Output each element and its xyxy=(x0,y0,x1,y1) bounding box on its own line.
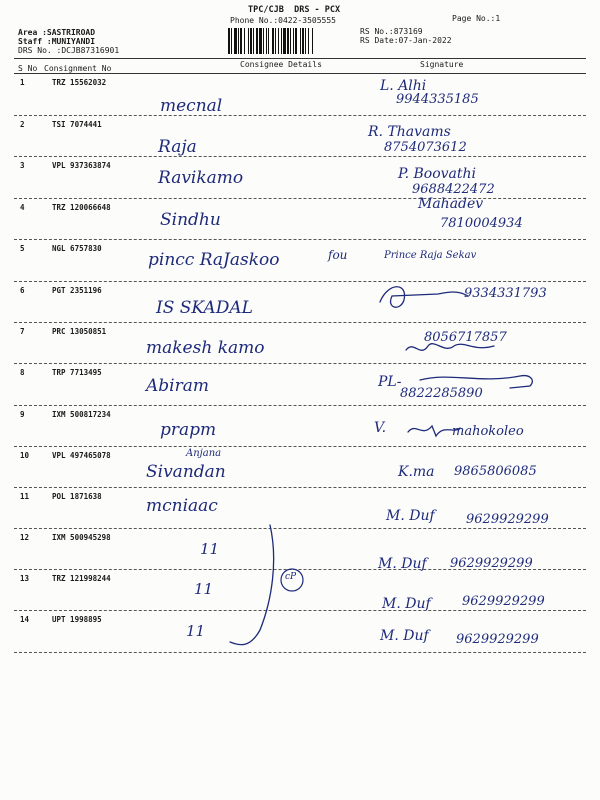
barcode-bar xyxy=(256,28,258,54)
header-rule-bottom xyxy=(14,73,586,74)
row-consignee-name: IS SKADAL xyxy=(156,298,253,318)
row-consignment-number: TSI 7074441 xyxy=(52,120,102,129)
header-title-right: PCX xyxy=(324,5,341,15)
col-consignee: Consignee Details xyxy=(240,60,322,69)
row-sno: 1 xyxy=(20,78,25,87)
header-phone: Phone No.:0422-3505555 xyxy=(230,16,336,25)
barcode-bar xyxy=(253,28,254,54)
barcode-bar xyxy=(263,28,264,54)
row-signature-phone: 8056717857 xyxy=(424,330,507,345)
row-consignee-name: makesh kamo xyxy=(146,338,265,358)
column-headers xyxy=(0,60,600,74)
rs-date: RS Date:07-Jan-2022 xyxy=(360,36,452,45)
row-divider xyxy=(14,198,586,199)
row-consignment-number: UPT 1998895 xyxy=(52,615,102,624)
row-divider xyxy=(14,115,586,116)
row-signature-phone: 9629929299 xyxy=(462,594,545,609)
row-consignee-name: mecnal xyxy=(160,96,223,116)
row-sno: 13 xyxy=(20,574,30,583)
barcode-bar xyxy=(240,28,242,54)
signature-scribble xyxy=(408,418,538,448)
header-title-left: TPC/CJB xyxy=(248,5,284,15)
row-signature-phone: 9865806085 xyxy=(454,464,537,479)
signature-scribble xyxy=(404,336,534,366)
barcode-bar xyxy=(312,28,313,54)
row-consignment-number: POL 1871638 xyxy=(52,492,102,501)
row-divider xyxy=(14,156,586,157)
row-consignee-name: Abiram xyxy=(146,376,209,396)
area-field: Area :SASTRIROAD xyxy=(18,28,96,37)
row-consignee-name: Raja xyxy=(158,137,197,157)
staff-field: Staff :MUNIYANDI xyxy=(18,37,96,46)
row-consignment-number: PGT 2351196 xyxy=(52,286,102,295)
row-sno: 11 xyxy=(20,492,30,501)
row-sno: 5 xyxy=(20,244,25,253)
barcode-bar xyxy=(300,28,301,54)
row-signature: P. Boovathi xyxy=(398,166,477,182)
row-signature: Prince Raja Sekav xyxy=(384,250,477,261)
row-consignee-name: pincc RaJaskoo xyxy=(148,250,280,270)
barcode-bar xyxy=(290,28,291,54)
row-consignment-number: TRZ 15562032 xyxy=(52,78,107,87)
barcode-bar xyxy=(266,28,267,54)
barcode-bar xyxy=(231,28,232,54)
row-consignment-number: TRZ 120066648 xyxy=(52,203,111,212)
signature-stroke xyxy=(420,376,532,388)
row-signature-phone: 9629929299 xyxy=(466,512,549,527)
row-divider xyxy=(14,322,586,323)
row-signature: L. Alhi xyxy=(380,78,427,94)
barcode-bar xyxy=(305,28,306,54)
row-signature-phone: 9944335185 xyxy=(396,92,479,107)
barcode-bar xyxy=(281,28,282,54)
row-consignee-name: 11 xyxy=(194,580,214,598)
row-sno: 4 xyxy=(20,203,25,212)
row-sno: 12 xyxy=(20,533,30,542)
row-sno: 6 xyxy=(20,286,25,295)
row-signature-phone: 9629929299 xyxy=(456,632,539,647)
barcode-bar xyxy=(244,28,245,54)
barcode-bar xyxy=(238,28,239,54)
drs-number: DRS No. :DCJB87316901 xyxy=(18,46,120,55)
row-divider xyxy=(14,610,586,611)
row-signature: M. Duf xyxy=(382,596,431,612)
row-sno: 3 xyxy=(20,161,25,170)
row-signature-phone: 7810004934 xyxy=(440,216,523,231)
header-rule-top xyxy=(14,58,586,59)
barcode-bar xyxy=(248,28,249,54)
row-consignment-number: VPL 937363874 xyxy=(52,161,111,170)
signature-stroke xyxy=(406,344,494,351)
row-consignee-name: Sivandan xyxy=(146,462,226,482)
header-title-mid: DRS xyxy=(294,5,310,15)
barcode-bar xyxy=(293,28,294,54)
row-signature: M. Duf xyxy=(378,556,427,572)
row-consignee-note: fou xyxy=(328,248,348,262)
row-signature-phone: 9688422472 xyxy=(412,182,495,197)
row-sno: 2 xyxy=(20,120,25,129)
signature-scribble xyxy=(420,370,550,400)
row-consignee-name: 11 xyxy=(186,622,206,640)
row-signature: PL- xyxy=(378,374,402,390)
signature-scribble xyxy=(378,282,508,312)
header-title: TPC/CJB DRS - PCX xyxy=(248,5,341,15)
barcode-bar xyxy=(250,28,252,54)
row-divider xyxy=(14,652,586,653)
barcode-bar xyxy=(278,28,279,54)
row-consignment-number: TRZ 121998244 xyxy=(52,574,111,583)
barcode-bar xyxy=(259,28,262,54)
barcode-bar xyxy=(308,28,309,54)
row-signature-phone: 8822285890 xyxy=(400,386,483,401)
row-sno: 14 xyxy=(20,615,30,624)
row-consignment-number: IXM 500817234 xyxy=(52,410,111,419)
row-signature: M. Duf xyxy=(380,628,429,644)
row-consignee-name: mcniaac xyxy=(146,496,218,516)
row-signature: V. xyxy=(374,420,387,436)
row-consignee-name: prapm xyxy=(160,420,217,440)
stamp-text: cP xyxy=(285,572,297,582)
row-consignment-number: IXM 500945298 xyxy=(52,533,111,542)
row-consignee-name: 11 xyxy=(200,540,220,558)
col-signature: Signature xyxy=(420,60,464,69)
row-sno: 8 xyxy=(20,368,25,377)
page-number: Page No.:1 xyxy=(452,14,501,23)
row-signature-phone: 9334331793 xyxy=(464,286,547,301)
row-consignment-number: TRP 7713495 xyxy=(52,368,102,377)
row-signature: R. Thavams xyxy=(368,124,451,140)
barcode-bar xyxy=(283,28,286,54)
row-signature: M. Duf xyxy=(386,508,435,524)
barcode-bar xyxy=(275,28,276,54)
barcode-bar xyxy=(302,28,304,54)
row-consignee-name: Sindhu xyxy=(160,210,221,230)
row-sno: 7 xyxy=(20,327,25,336)
rs-number: RS No.:873169 xyxy=(360,27,423,36)
row-consignment-number: NGL 6757830 xyxy=(52,244,102,253)
row-consignment-number: PRC 13050851 xyxy=(52,327,107,336)
row-signature: K.ma xyxy=(398,464,435,480)
row-consignee-name-extra: Anjana xyxy=(186,448,222,459)
row-signature-phone: 8754073612 xyxy=(384,140,467,155)
row-sno: 10 xyxy=(20,451,30,460)
row-signature: Mahadev xyxy=(418,196,484,212)
row-divider xyxy=(14,405,586,406)
barcode-bar xyxy=(287,28,289,54)
barcode-bar xyxy=(295,28,297,54)
row-consignment-number: VPL 497465078 xyxy=(52,451,111,460)
barcode-bar xyxy=(272,28,274,54)
barcode-bar xyxy=(234,28,237,54)
row-sno: 9 xyxy=(20,410,25,419)
row-divider xyxy=(14,487,586,488)
row-consignee-name: Ravikamo xyxy=(158,168,244,188)
col-consignment: Consignment No xyxy=(44,64,112,73)
signature-stroke xyxy=(380,287,468,308)
barcode xyxy=(228,28,350,54)
barcode-bar xyxy=(228,28,230,54)
row-divider xyxy=(14,528,586,529)
barcode-bar xyxy=(268,28,269,54)
col-sno: S No xyxy=(18,64,38,73)
row-divider xyxy=(14,239,586,240)
row-signature-phone: 9629929299 xyxy=(450,556,533,571)
row-signature-phone: mahokoleo xyxy=(452,424,524,439)
signature-stroke xyxy=(408,426,460,436)
